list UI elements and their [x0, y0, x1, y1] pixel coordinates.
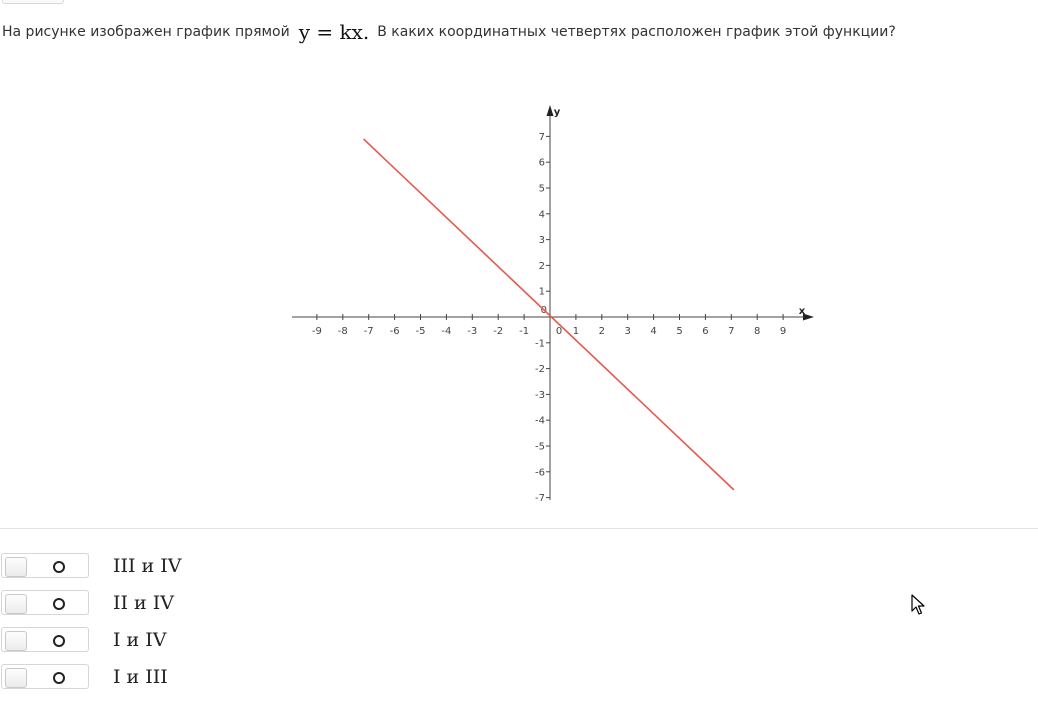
answer-choice-box[interactable]	[1, 590, 89, 615]
checkbox[interactable]	[5, 631, 27, 651]
y-tick-label: -2	[535, 364, 545, 376]
x-tick-label: 3	[624, 326, 631, 337]
y-tick-label: -6	[535, 467, 545, 479]
y-tick-label: 6	[538, 157, 545, 169]
checkbox[interactable]	[5, 594, 27, 614]
y-axis-arrow-icon	[547, 105, 554, 116]
x-tick-label: 8	[754, 326, 761, 337]
x-tick-label: 6	[702, 326, 709, 337]
question-text-before: На рисунке изображен график прямой	[2, 24, 290, 40]
radio-button[interactable]	[53, 672, 65, 684]
y-tick-label: 4	[538, 209, 545, 221]
radio-button[interactable]	[53, 635, 65, 647]
x-tick-label: -9	[311, 326, 322, 337]
answer-option-4[interactable]	[0, 661, 600, 691]
x-tick-label: 7	[728, 326, 735, 337]
x-tick-label: 4	[650, 326, 657, 337]
question-text-after: В каких координатных четвертях расположен график этой функции?	[377, 24, 896, 40]
answer-option-2[interactable]	[0, 587, 600, 617]
mouse-cursor-icon	[911, 594, 927, 616]
x-tick-label: -2	[493, 326, 504, 337]
x-tick-label: -4	[441, 326, 452, 337]
y-tick-label: 1	[538, 286, 545, 298]
x-tick-label: 5	[676, 326, 683, 337]
x-tick-label: 0	[555, 326, 563, 337]
y-tick-label: 2	[538, 260, 545, 272]
answer-label: I и III	[113, 666, 168, 688]
question-formula: y = kx.	[298, 20, 370, 44]
x-tick-label: -6	[389, 326, 400, 337]
y-axis-label: y	[553, 107, 561, 118]
y-tick-label: -4	[535, 415, 545, 427]
x-tick-label: -3	[467, 326, 478, 337]
y-tick-label: 0	[540, 305, 547, 316]
y-tick-label: 7	[538, 131, 545, 143]
x-tick-label: -1	[519, 326, 530, 337]
answer-choice-box[interactable]	[1, 553, 89, 578]
x-tick-label: -8	[337, 326, 348, 337]
answer-label: III и IV	[113, 555, 182, 577]
x-axis-label: x	[798, 306, 806, 317]
x-tick-label: 2	[598, 326, 605, 337]
checkbox[interactable]	[5, 668, 27, 688]
y-tick-label: -7	[535, 493, 545, 505]
x-tick-label: -5	[415, 326, 426, 337]
y-tick-label: 5	[538, 183, 545, 195]
answer-label: II и IV	[113, 592, 174, 614]
x-tick-label: 1	[572, 326, 580, 337]
y-tick-label: 3	[538, 235, 545, 247]
function-line	[364, 139, 734, 490]
checkbox[interactable]	[5, 557, 27, 577]
y-tick-label: -5	[535, 441, 545, 453]
x-tick-label: -7	[363, 326, 374, 337]
answer-option-1[interactable]	[0, 550, 600, 580]
radio-button[interactable]	[53, 561, 65, 573]
divider	[0, 528, 1038, 529]
answer-option-3[interactable]	[0, 624, 600, 654]
y-tick-label: -1	[535, 338, 545, 350]
answer-choice-box[interactable]	[1, 664, 89, 689]
answer-choice-box[interactable]	[1, 627, 89, 652]
answer-label: I и IV	[113, 629, 167, 651]
radio-button[interactable]	[53, 598, 65, 610]
y-tick-label: -3	[535, 389, 545, 401]
x-tick-label: 9	[779, 326, 787, 337]
